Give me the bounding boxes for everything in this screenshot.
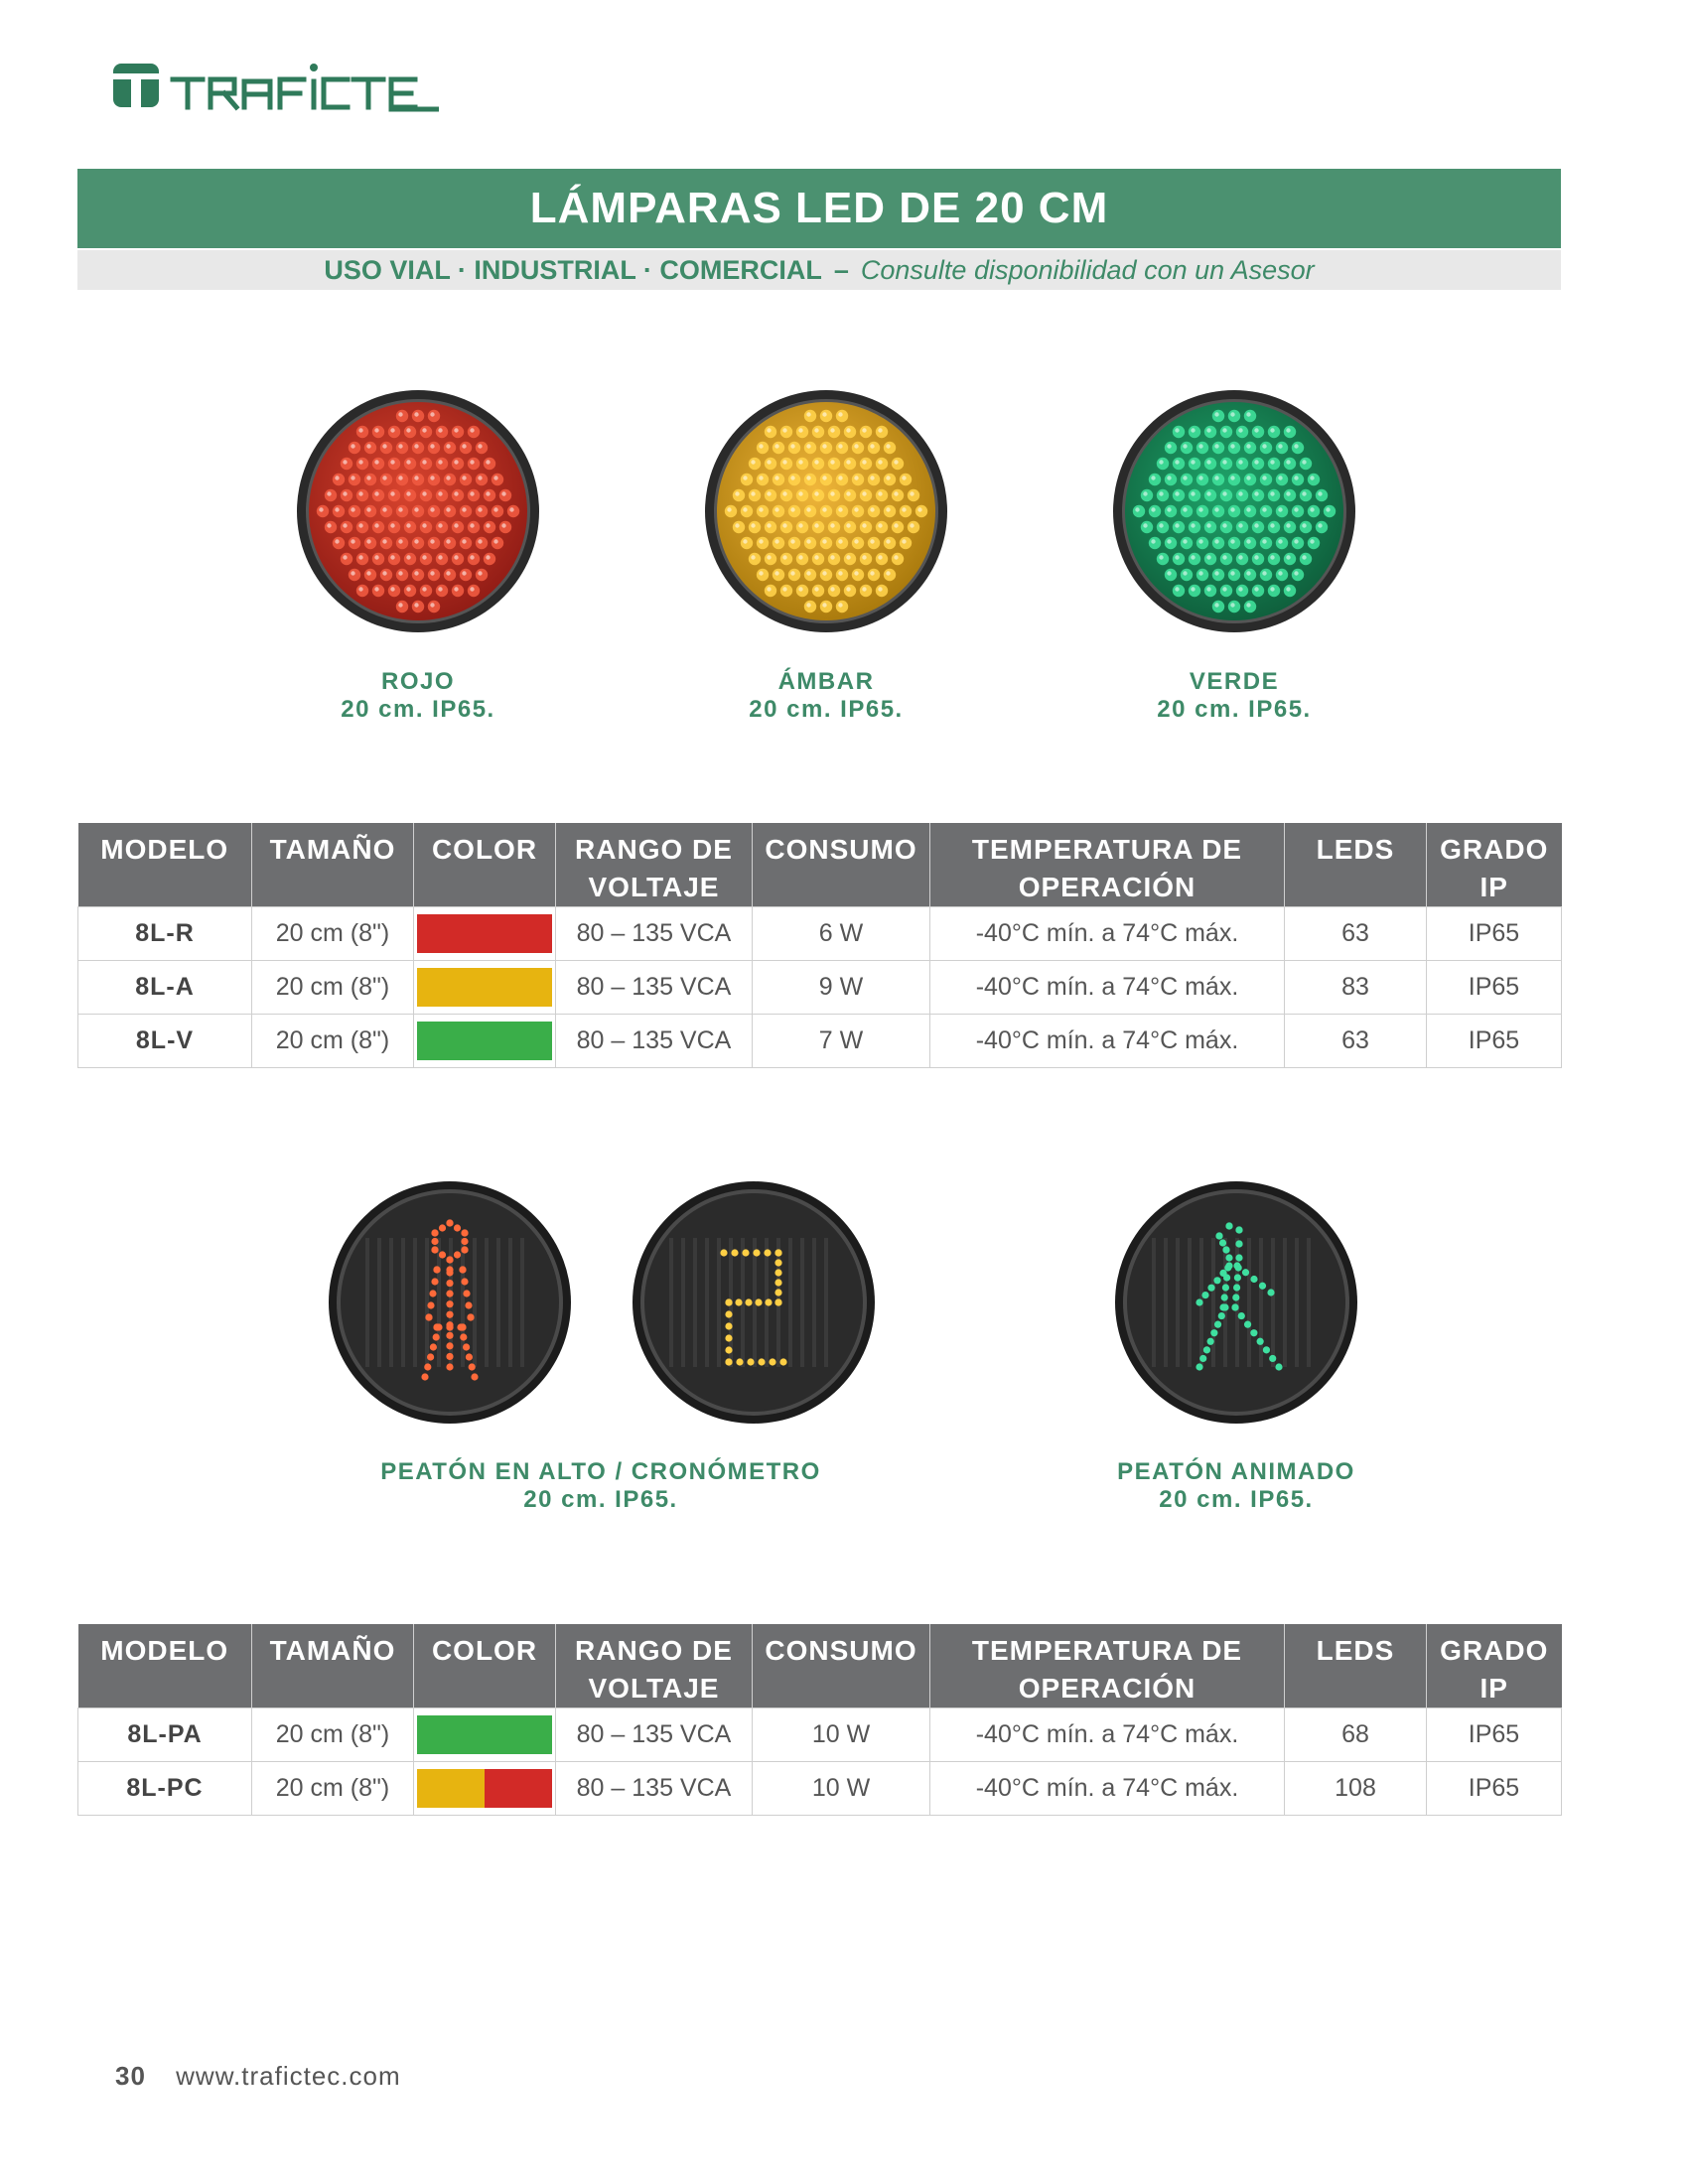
lamp-spec: 20 cm. IP65. xyxy=(1159,1486,1314,1513)
advisor-note: Consulte disponibilidad con un Asesor xyxy=(860,254,1315,285)
green-swatch xyxy=(417,1715,552,1754)
model-cell: 8L-PC xyxy=(78,1762,252,1816)
voltage-cell: 80 – 135 VCA xyxy=(556,1762,753,1816)
red-swatch xyxy=(417,914,552,953)
lamp-name: ÁMBAR xyxy=(777,668,875,695)
table-row xyxy=(78,1762,1562,1816)
column-header-line: LEDS xyxy=(1316,834,1395,865)
column-header xyxy=(1427,1624,1562,1708)
table-header-row xyxy=(78,1624,1562,1708)
consumption-cell: 7 W xyxy=(753,1015,930,1068)
column-header-line: OPERACIÓN xyxy=(1018,1673,1196,1704)
column-header xyxy=(753,1624,930,1708)
temperature-cell: -40°C mín. a 74°C máx. xyxy=(930,1708,1285,1762)
model-cell: 8L-R xyxy=(78,907,252,961)
model-cell: 8L-A xyxy=(78,961,252,1015)
size-cell: 20 cm (8") xyxy=(252,1762,414,1816)
consumption-cell: 10 W xyxy=(753,1762,930,1816)
color-swatch xyxy=(417,1715,552,1754)
green-swatch xyxy=(417,1022,552,1060)
column-header xyxy=(1285,823,1427,907)
voltage-cell: 80 – 135 VCA xyxy=(556,961,753,1015)
temperature-cell: -40°C mín. a 74°C máx. xyxy=(930,961,1285,1015)
leds-cell: 63 xyxy=(1285,907,1427,961)
subtitle-bar xyxy=(77,250,1561,290)
page-number: 30 xyxy=(115,2061,146,2091)
color-swatch xyxy=(417,914,552,953)
column-header xyxy=(78,1624,252,1708)
table-row xyxy=(78,1708,1562,1762)
column-header-line: GRADO xyxy=(1440,834,1549,865)
column-header-line: OPERACIÓN xyxy=(1018,872,1196,902)
website-link[interactable]: www.trafictec.com xyxy=(176,2061,401,2091)
size-cell: 20 cm (8") xyxy=(252,907,414,961)
column-header xyxy=(414,823,556,907)
column-header-line: MODELO xyxy=(100,834,229,865)
color-cell xyxy=(414,961,556,1015)
column-header-line: GRADO xyxy=(1440,1635,1549,1666)
column-header xyxy=(78,823,252,907)
amber-swatch xyxy=(417,1769,485,1808)
pedestrian-stop-lamp-icon xyxy=(326,1178,574,1427)
leds-cell: 108 xyxy=(1285,1762,1427,1816)
column-header xyxy=(753,823,930,907)
column-header-line: COLOR xyxy=(431,1635,538,1666)
lamp-name: PEATÓN ANIMADO xyxy=(1117,1458,1355,1485)
temperature-cell: -40°C mín. a 74°C máx. xyxy=(930,1015,1285,1068)
red-led-lamp-icon xyxy=(294,387,542,635)
model-cell: 8L-PA xyxy=(78,1708,252,1762)
leds-cell: 68 xyxy=(1285,1708,1427,1762)
lamp-caption-amber xyxy=(677,668,975,724)
model-cell: 8L-V xyxy=(78,1015,252,1068)
table-row xyxy=(78,961,1562,1015)
column-header-line: IP xyxy=(1479,1673,1508,1704)
ip-rating-cell: IP65 xyxy=(1427,1708,1562,1762)
column-header-line: TAMAÑO xyxy=(269,1635,396,1666)
amber-swatch xyxy=(417,968,552,1007)
lamp-name: ROJO xyxy=(380,668,455,695)
column-header-line: LEDS xyxy=(1316,1635,1395,1666)
column-header-line: MODELO xyxy=(100,1635,229,1666)
column-header-line: VOLTAJE xyxy=(588,872,720,902)
countdown-timer-lamp-icon xyxy=(630,1178,878,1427)
size-cell: 20 cm (8") xyxy=(252,1708,414,1762)
column-header-line: RANGO DE xyxy=(575,834,733,865)
color-swatch xyxy=(417,1022,552,1060)
size-cell: 20 cm (8") xyxy=(252,961,414,1015)
consumption-cell: 10 W xyxy=(753,1708,930,1762)
lamp-spec: 20 cm. IP65. xyxy=(1157,696,1312,723)
column-header xyxy=(930,1624,1285,1708)
consumption-cell: 6 W xyxy=(753,907,930,961)
specs-table-vehicle-lamps xyxy=(77,823,1562,1068)
column-header-line: TEMPERATURA DE xyxy=(971,834,1243,865)
column-header-line: IP xyxy=(1479,872,1508,902)
specs-table-pedestrian-lamps xyxy=(77,1624,1562,1816)
size-cell: 20 cm (8") xyxy=(252,1015,414,1068)
color-cell xyxy=(414,907,556,961)
lamp-name: VERDE xyxy=(1189,668,1280,695)
dash-separator: – xyxy=(833,254,849,285)
ip-rating-cell: IP65 xyxy=(1427,961,1562,1015)
column-header-line: TEMPERATURA DE xyxy=(971,1635,1243,1666)
green-led-lamp-icon xyxy=(1110,387,1358,635)
column-header xyxy=(252,823,414,907)
lamp-caption-green xyxy=(1085,668,1383,724)
column-header-line: CONSUMO xyxy=(765,834,917,865)
leds-cell: 83 xyxy=(1285,961,1427,1015)
column-header-line: CONSUMO xyxy=(765,1635,917,1666)
lamp-spec: 20 cm. IP65. xyxy=(749,696,904,723)
page-title: LÁMPARAS LED DE 20 CM xyxy=(77,169,1561,248)
lamp-name: PEATÓN EN ALTO / CRONÓMETRO xyxy=(380,1458,821,1485)
ip-rating-cell: IP65 xyxy=(1427,1762,1562,1816)
walking-pedestrian-lamp-icon xyxy=(1112,1178,1360,1427)
voltage-cell: 80 – 135 VCA xyxy=(556,1708,753,1762)
ip-rating-cell: IP65 xyxy=(1427,907,1562,961)
column-header xyxy=(930,823,1285,907)
column-header xyxy=(556,1624,753,1708)
lamp-caption-red xyxy=(269,668,567,724)
color-swatch xyxy=(417,1769,552,1808)
color-cell xyxy=(414,1708,556,1762)
color-cell xyxy=(414,1015,556,1068)
lamp-spec: 20 cm. IP65. xyxy=(341,696,495,723)
temperature-cell: -40°C mín. a 74°C máx. xyxy=(930,1762,1285,1816)
column-header-line: VOLTAJE xyxy=(588,1673,720,1704)
ip-rating-cell: IP65 xyxy=(1427,1015,1562,1068)
table-row xyxy=(78,1015,1562,1068)
uses-text: USO VIAL · INDUSTRIAL · COMERCIAL xyxy=(324,254,822,285)
amber-led-lamp-icon xyxy=(702,387,950,635)
voltage-cell: 80 – 135 VCA xyxy=(556,907,753,961)
leds-cell: 63 xyxy=(1285,1015,1427,1068)
column-header-line: TAMAÑO xyxy=(269,834,396,865)
table-header-row xyxy=(78,823,1562,907)
red-swatch xyxy=(485,1769,552,1808)
voltage-cell: 80 – 135 VCA xyxy=(556,1015,753,1068)
column-header xyxy=(1285,1624,1427,1708)
column-header xyxy=(556,823,753,907)
table-row xyxy=(78,907,1562,961)
column-header-line: RANGO DE xyxy=(575,1635,733,1666)
pedestrian-caption-stop-timer xyxy=(352,1458,849,1514)
column-header xyxy=(1427,823,1562,907)
column-header-line: COLOR xyxy=(431,834,538,865)
trafictec-logo-mark xyxy=(111,58,439,113)
page-footer xyxy=(115,2061,401,2092)
color-swatch xyxy=(417,968,552,1007)
temperature-cell: -40°C mín. a 74°C máx. xyxy=(930,907,1285,961)
color-cell xyxy=(414,1762,556,1816)
consumption-cell: 9 W xyxy=(753,961,930,1015)
column-header xyxy=(252,1624,414,1708)
trafictec-logo xyxy=(111,58,439,113)
column-header xyxy=(414,1624,556,1708)
pedestrian-caption-animated xyxy=(1038,1458,1435,1514)
lamp-spec: 20 cm. IP65. xyxy=(523,1486,678,1513)
